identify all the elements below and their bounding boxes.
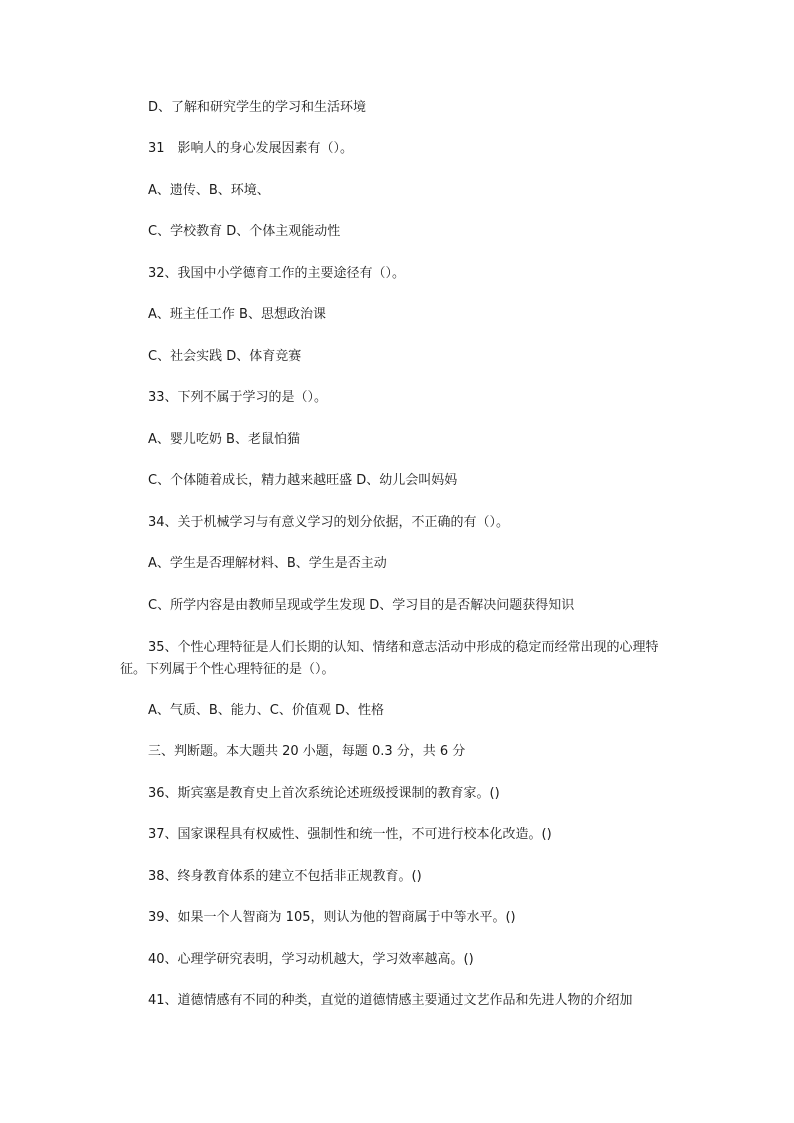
question-34: 34、关于机械学习与有意义学习的划分依据，不正确的有（）。 bbox=[148, 515, 510, 530]
options-35: A、气质、B、能力、C、价值观 D、性格 bbox=[148, 703, 385, 718]
question-37: 37、国家课程具有权威性、强制性和统一性，不可进行校本化改造。() bbox=[148, 827, 552, 842]
options-31-cd: C、学校教育 D、个体主观能动性 bbox=[148, 224, 341, 239]
option-line-d: D、了解和研究学生的学习和生活环境 bbox=[148, 100, 367, 115]
section-heading-judgment: 三、判断题。本大题共 20 小题，每题 0.3 分，共 6 分 bbox=[148, 744, 466, 759]
options-31-ab: A、遗传、B、环境、 bbox=[148, 183, 270, 198]
question-33: 33、下列不属于学习的是（）。 bbox=[148, 390, 328, 405]
options-33-cd: C、个体随着成长，精力越来越旺盛 D、幼儿会叫妈妈 bbox=[148, 473, 458, 488]
question-35: 35、个性心理特征是人们长期的认知、情绪和意志活动中形成的稳定而经常出现的心理特征。下列属于个性心理特征的是（）。 bbox=[120, 640, 659, 677]
options-34-cd: C、所学内容是由教师呈现或学生发现 D、学习目的是否解决问题获得知识 bbox=[148, 598, 575, 613]
options-32-cd: C、社会实践 D、体育竞赛 bbox=[148, 349, 302, 364]
question-32: 32、我国中小学德育工作的主要途径有（）。 bbox=[148, 266, 406, 281]
question-40: 40、心理学研究表明，学习动机越大，学习效率越高。() bbox=[148, 952, 474, 967]
question-36: 36、斯宾塞是教育史上首次系统论述班级授课制的教育家。() bbox=[148, 786, 500, 801]
question-38: 38、终身教育体系的建立不包括非正规教育。() bbox=[148, 869, 422, 884]
question-41: 41、道德情感有不同的种类，直觉的道德情感主要通过文艺作品和先进人物的介绍加 bbox=[148, 993, 633, 1008]
options-34-ab: A、学生是否理解材料、B、学生是否主动 bbox=[148, 556, 387, 571]
question-31: 31 影响人的身心发展因素有（）。 bbox=[148, 141, 354, 156]
options-33-ab: A、婴儿吃奶 B、老鼠怕猫 bbox=[148, 432, 300, 447]
question-39: 39、如果一个人智商为 105，则认为他的智商属于中等水平。() bbox=[148, 910, 516, 925]
options-32-ab: A、班主任工作 B、思想政治课 bbox=[148, 307, 326, 322]
